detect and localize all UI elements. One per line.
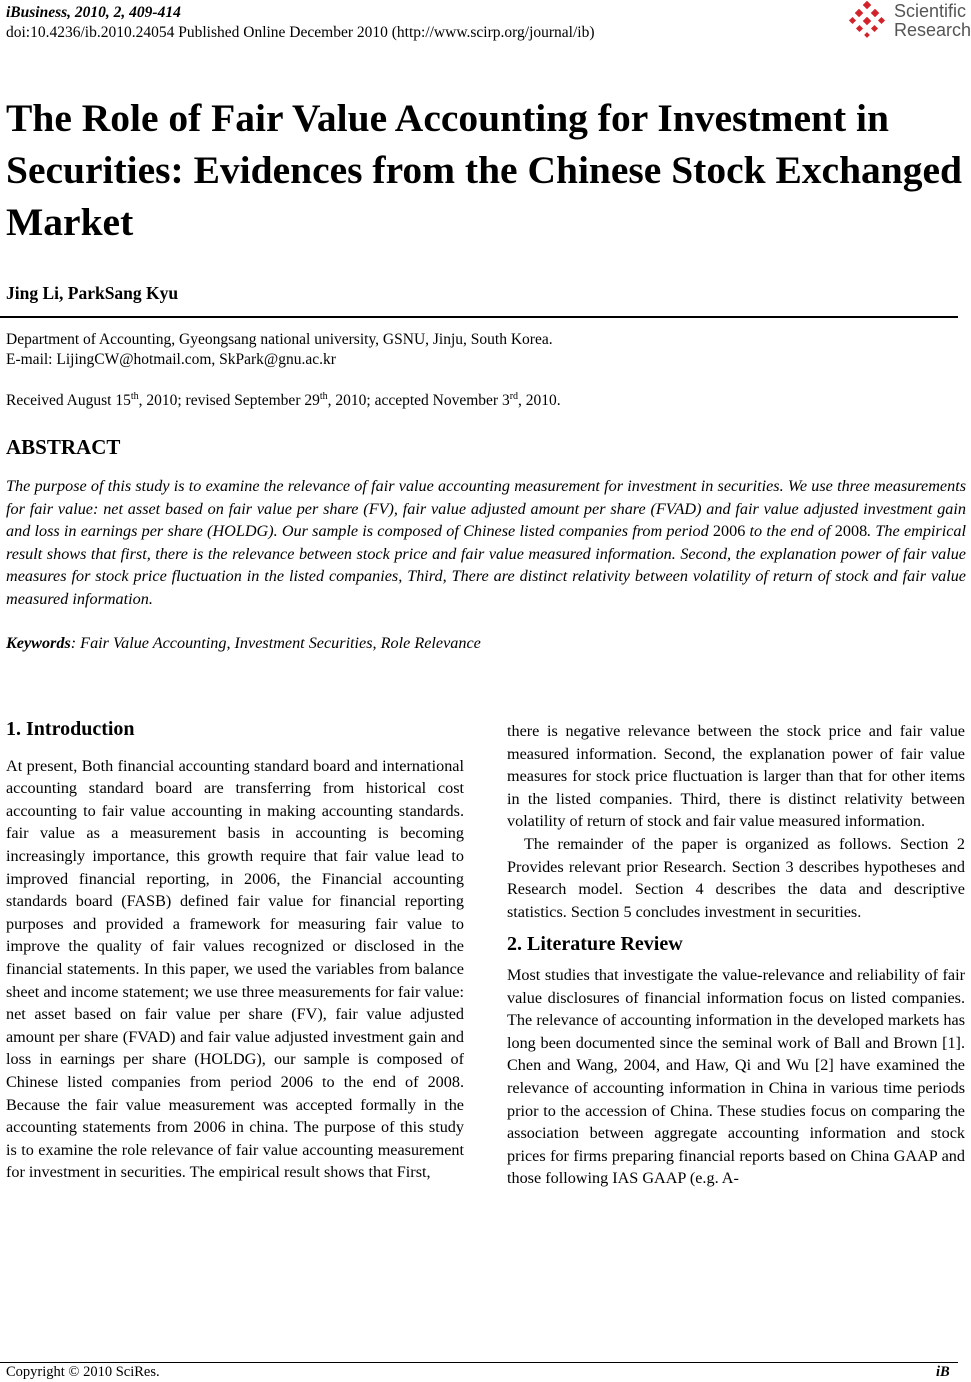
journal-citation: iBusiness, 2010, 2, 409-414 [6,4,181,21]
received-dates: Received August 15th, 2010; revised September 29th, 2010; accepted November 3rd, 2010. [6,390,561,409]
scirp-logo-icon [848,0,892,44]
intro-paragraph-1: At present, Both financial accounting standard board and international accounting standard board are transferring from historical cost accounting to fair value accounting in making accounting standards. fair value as a measurement basis in accounting is becoming increasingly importance, this growth require that fair value lead to improved financial reporting, in 2006, the Financial accounting standards board (FASB) defined fair value for financial reporting purposes and provided a framework for measuring fair value to improve the quality of fair values recognized or disclosed in the financial statements. In this paper, we used the variables from balance sheet and income statement; we use three measurements for fair value: net asset based on fair value per share (FV), fair value adjusted amount per share (FVAD) and fair value adjusted investment gain and loss in earnings per share (HOLDG), our sample is composed of Chinese listed companies from period 2006 to the end of 2008. Because the fair value measurement was accepted formally in the accounting statements from 2006 in china. The purpose of this study is to examine the role relevance of fair value accounting measurement for investment in securities. The empirical result shows that First, [6,756,464,1182]
doi-line: doi:10.4236/ib.2010.24054 Published Online December 2010 (http://www.scirp.org/journal/ib) [6,24,595,41]
intro-paragraph-2: The remainder of the paper is organized as follows. Section 2 Provides relevant prior Research. Section 3 describes hypotheses and Research model. Section 4 describes the data and descriptive statistics. Section 5 concludes investment in securities. [507,834,965,921]
left-column [6,718,464,1184]
section-heading-introduction: 1. Introduction [6,718,135,740]
authors: Jing Li, ParkSang Kyu [6,283,179,303]
journal-abbreviation: iB [936,1364,950,1380]
affiliation-block [6,330,553,370]
section-heading-literature-review: 2. Literature Review [507,933,683,956]
email: E-mail: LijingCW@hotmail.com, SkPark@gnu.ac.kr [6,351,336,368]
header-divider [0,316,958,318]
intro-paragraph-1-continued: there is negative relevance between the stock price and fair value measured information. Second, the explanation power of fair value measures for stock price fluctuation is larger than that for other items in the listed companies. Third, there is distinct relativity between volatility of return of stock and fair value measured information. [507,722,965,831]
literature-paragraph-1: Most studies that investigate the value-relevance and reliability of fair value disclosures of financial information focus on listed companies. The relevance of accounting information in the developed markets has long been documented since the seminal work of Ball and Brown [1]. Chen and Wang, 2004, and Haw, Qi and Wu [2] have examined the relevance of accounting information in China in various time periods prior to the accession of China. These studies focus on comparing the association between aggregate accounting information and stock prices for firms preparing financial reports based on China GAAP and those following IAS GAAP (e.g. A- [507,965,965,1188]
publisher-name: Scientific Research [894,1,971,40]
affiliation: Department of Accounting, Gyeongsang national university, GSNU, Jinju, South Korea. [6,331,553,348]
publisher-logo [848,0,971,44]
copyright: Copyright © 2010 SciRes. [6,1364,160,1380]
right-column [507,720,965,1190]
footer-divider [0,1362,958,1363]
keywords-label: Keywords [6,634,71,652]
keywords: Keywords: Fair Value Accounting, Investment Securities, Role Relevance [6,634,481,652]
abstract-text: The purpose of this study is to examine the relevance of fair value accounting measurement for investment in securities. We use three measurements for fair value: net asset based on fair value per share (FV), fair value adjusted amount per share (FVAD) and fair value adjusted investment gain and loss in earnings per share (HOLDG). Our sample is composed of Chinese listed companies from period 2006 to the end of 2008. The empirical result shows that first, there is the relevance between stock price and fair value measured information. Second, the explanation power of fair value measures for stock price fluctuation in the listed companies, Third, There are distinct relativity between volatility of return of stock and fair value measured information. [6,477,966,608]
abstract-heading: ABSTRACT [6,435,121,459]
paper-title: The Role of Fair Value Accounting for Investment in Securities: Evidences from the Chinese Stock Exchanged Market [6,96,963,244]
